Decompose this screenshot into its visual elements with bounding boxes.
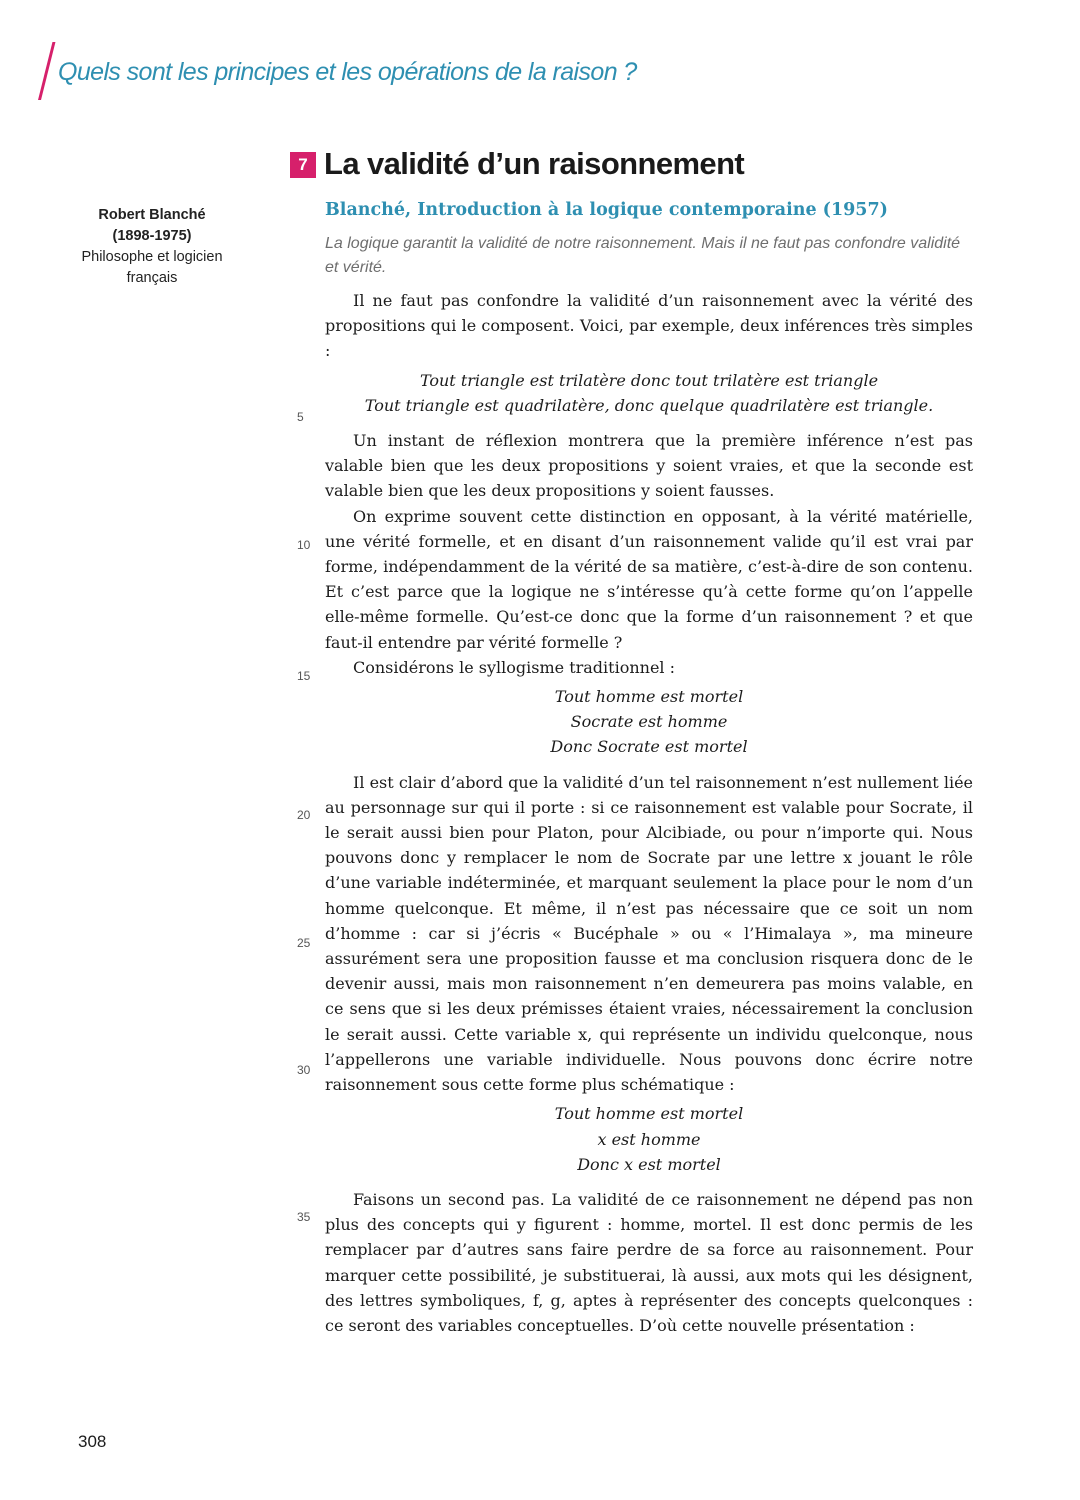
document-title: La validité d’un raisonnement xyxy=(324,146,745,181)
example-line: Tout homme est mortel xyxy=(554,1104,744,1124)
paragraph: Il ne faut pas confondre la validité d’un raisonnement avec la vérité des propositions qui le composent. Voici, par exemple, deux inférences très simples : xyxy=(325,291,973,361)
line-number: 10 xyxy=(297,538,311,552)
chapter-title: Quels sont les principes et les opérations de la raison ? xyxy=(58,58,637,86)
author-role: Philosophe et logicien français xyxy=(81,249,223,286)
header-slash-mark xyxy=(38,42,55,100)
line-number: 5 xyxy=(297,410,304,424)
document-title-row xyxy=(290,146,990,186)
author-box xyxy=(62,205,242,289)
page-number: 308 xyxy=(78,1432,107,1451)
line-number: 15 xyxy=(297,669,311,683)
line-number: 30 xyxy=(297,1063,311,1077)
example-line: Donc x est mortel xyxy=(577,1154,721,1174)
example-line: Tout triangle est quadrilatère, donc quelque quadrilatère est triangle. xyxy=(364,395,934,415)
paragraph: On exprime souvent cette distinction en opposant, à la vérité matérielle, une vérité formelle, et en disant d’un raisonnement valide qu’il est vrai par forme, indépendamment de la vérité de sa matière, c’est-à-dire de son contenu. Et c’est parce que la logique ne s’intéresse qu’à cette forme qu’on l’appelle elle-même formelle. Qu’est-ce donc que la forme d’un raisonnement ? et que faut-il entendre par vérité formelle ? xyxy=(325,506,973,652)
example-block xyxy=(325,368,973,418)
example-block xyxy=(325,1101,973,1177)
paragraph: Un instant de réflexion montrera que la première inférence n’est pas valable bien que les deux propositions y soient vraies, et que la seconde est valable bien que les deux propositions y soient fausses. xyxy=(325,431,973,501)
line-number: 35 xyxy=(297,1210,311,1224)
example-line: Tout triangle est trilatère donc tout trilatère est triangle xyxy=(419,370,879,390)
line-number: 25 xyxy=(297,936,311,950)
document-intro: La logique garantit la validité de notre raisonnement. Mais il ne faut pas confondre validité et vérité. xyxy=(325,235,961,276)
example-line: Tout homme est mortel xyxy=(554,687,744,707)
running-header xyxy=(38,40,738,100)
main-text xyxy=(325,288,973,1338)
paragraph: Considérons le syllogisme traditionnel : xyxy=(353,657,676,677)
paragraph: Il est clair d’abord que la validité d’un tel raisonnement n’est nullement liée au personnage sur qui il porte : si ce raisonnement est valable pour Socrate, il le serait aussi bien pour Platon, pour Alcibiade, ou pour n’importe qui. Nous pouvons donc y remplacer le nom de Socrate par une lettre x jouant le rôle d’une variable indéterminée, et marquant seulement la place pour le nom d’un homme quelconque. Et même, il n’est pas nécessaire que ce soit un nom d’homme : car si j’écris « Bucéphale » ou « l’Himalaya », ma mineure assurément sera une proposition fausse et ma conclusion risquera donc de le devenir aussi, mais mon raisonnement n’en demeurera pas moins valable, en ce sens que si les deux prémisses étaient vraies, nécessairement la conclusion le serait aussi. Cette variable x, qui représente un individu quelconque, nous l’appellerons une variable individuelle. Nous pouvons donc écrire notre raisonnement sous cette forme plus schématique : xyxy=(325,772,973,1095)
line-number: 20 xyxy=(297,808,311,822)
example-block xyxy=(325,684,973,760)
example-line: Donc Socrate est mortel xyxy=(550,737,748,757)
document-number-badge: 7 xyxy=(290,152,316,178)
paragraph: Faisons un second pas. La validité de ce raisonnement ne dépend pas non plus des concepts qui y figurent : homme, mortel. Il est donc permis de les remplacer par d’autres sans faire perdre de sa force au raisonnement. Pour marquer cette possibilité, je substituerai, là aussi, aux mots qui les désignent, des lettres symboliques, f, g, aptes à représenter des concepts quelconques : ce seront des variables conceptuelles. D’où cette nouvelle présentation : xyxy=(325,1189,973,1335)
source-reference: Blanché, Introduction à la logique contemporaine (1957) xyxy=(325,200,888,220)
author-dates: (1898-1975) xyxy=(112,228,192,244)
example-line: x est homme xyxy=(597,1129,701,1149)
author-name: Robert Blanché xyxy=(98,207,206,223)
example-line: Socrate est homme xyxy=(570,712,728,732)
